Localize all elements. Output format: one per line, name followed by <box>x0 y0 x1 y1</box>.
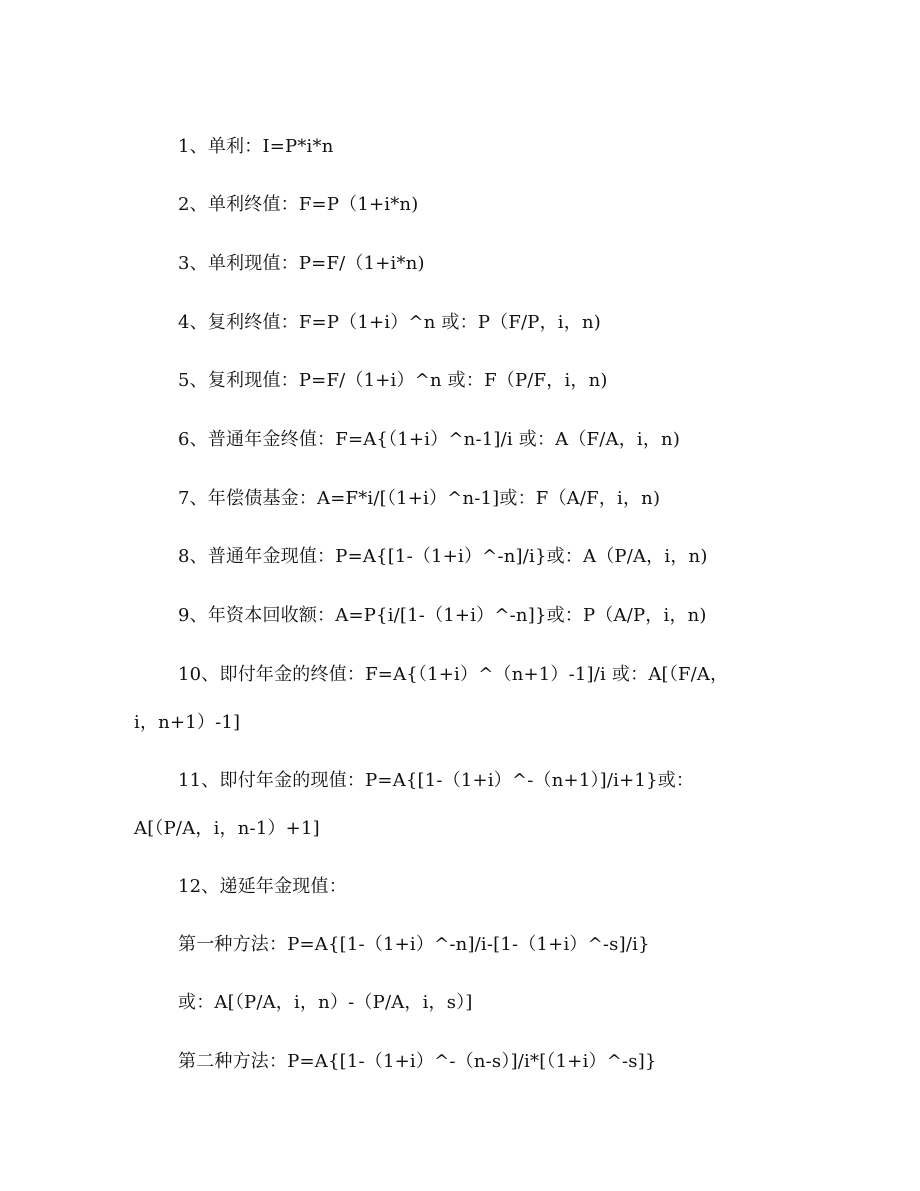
formula-annuity-due-fv-line2: i，n+1）-1] <box>134 712 241 733</box>
formula-simple-future-value: 2、单利终值：F=P（1+i*n) <box>178 194 419 215</box>
formula-annuity-due-pv-line2: A[（P/A，i，n-1）+1] <box>134 818 320 839</box>
formula-annuity-present-value: 8、普通年金现值：P=A{[1-（1+i）^-n]/i}或：A（P/A，i，n) <box>178 546 708 567</box>
formula-annuity-future-value: 6、普通年金终值：F=A{（1+i）^n-1]/i 或：A（F/A，i，n) <box>178 429 681 450</box>
formula-compound-future-value: 4、复利终值：F=P（1+i）^n 或：P（F/P，i，n) <box>178 312 601 333</box>
formula-simple-present-value: 3、单利现值：P=F/（1+i*n) <box>178 253 425 274</box>
deferred-annuity-method1: 第一种方法：P=A{[1-（1+i）^-n]/i-[1-（1+i）^-s]/i} <box>178 934 650 955</box>
deferred-annuity-method2: 第二种方法：P=A{[1-（1+i）^-（n-s）]/i*[（1+i）^-s]} <box>178 1051 657 1072</box>
formula-annuity-due-fv-line1: 10、即付年金的终值：F=A{（1+i）^（n+1）-1]/i 或：A[（F/A， <box>178 664 729 685</box>
formula-compound-present-value: 5、复利现值：P=F/（1+i）^n 或：F（P/F，i，n) <box>178 370 608 391</box>
formula-annuity-due-pv-line1: 11、即付年金的现值：P=A{[1-（1+i）^-（n+1）]/i+1}或： <box>178 770 695 791</box>
formula-capital-recovery: 9、年资本回收额：A=P{i/[1-（1+i）^-n]}或：P（A/P，i，n) <box>178 605 707 626</box>
deferred-annuity-title: 12、递延年金现值： <box>178 876 347 897</box>
formula-simple-interest: 1、单利：I=P*i*n <box>178 136 334 157</box>
deferred-annuity-method1-alt: 或：A[（P/A，i，n）-（P/A，i，s）] <box>178 992 473 1013</box>
formula-sinking-fund: 7、年偿债基金：A=F*i/[（1+i）^n-1]或：F（A/F，i，n) <box>178 488 661 509</box>
